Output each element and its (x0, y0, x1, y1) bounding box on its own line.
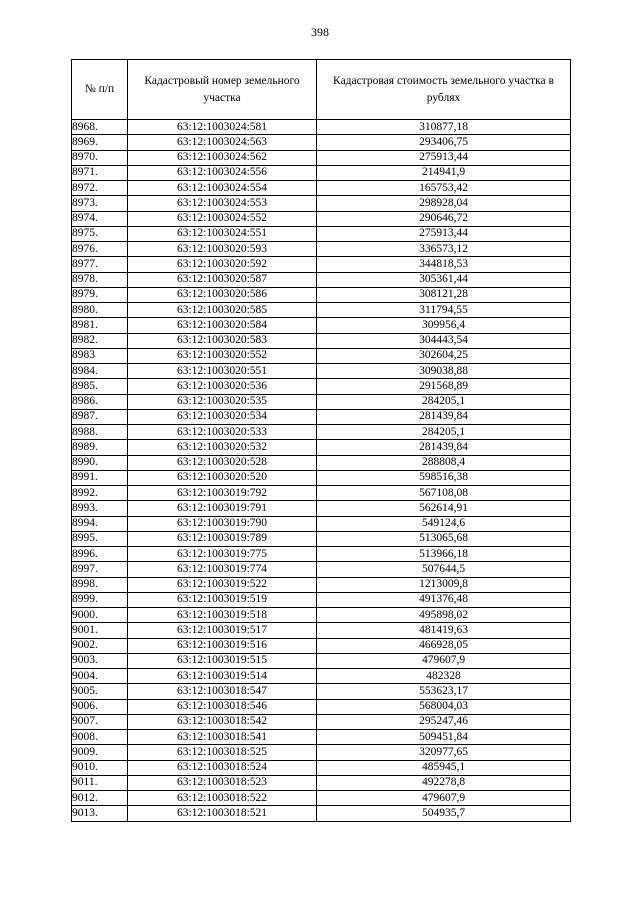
cadastral-number: 63:12:1003024:553 (128, 196, 317, 211)
table-row (72, 181, 571, 196)
row-number: 8976. (72, 242, 128, 257)
row-number: 8990. (72, 455, 128, 470)
cadastral-table (71, 59, 571, 822)
cadastral-number: 63:12:1003020:587 (128, 272, 317, 287)
row-number: 8980. (72, 303, 128, 318)
table-row (72, 379, 571, 394)
cadastral-number: 63:12:1003020:586 (128, 287, 317, 302)
row-number: 8974. (72, 211, 128, 226)
cadastral-value: 293406,75 (317, 135, 571, 150)
row-number: 8992. (72, 486, 128, 501)
cadastral-number: 63:12:1003020:532 (128, 440, 317, 455)
table-row (72, 516, 571, 531)
cadastral-value: 310877,18 (317, 120, 571, 135)
cadastral-value: 281439,84 (317, 409, 571, 424)
cadastral-value: 275913,44 (317, 150, 571, 165)
cadastral-number: 63:12:1003019:792 (128, 486, 317, 501)
cadastral-value: 491376,48 (317, 592, 571, 607)
table-row (72, 120, 571, 135)
cadastral-number: 63:12:1003020:583 (128, 333, 317, 348)
table-row (72, 806, 571, 821)
cadastral-value: 562614,91 (317, 501, 571, 516)
row-number: 9001. (72, 623, 128, 638)
cadastral-value: 568004,03 (317, 699, 571, 714)
row-number: 9010. (72, 760, 128, 775)
cadastral-value: 479607,9 (317, 791, 571, 806)
row-number: 8986. (72, 394, 128, 409)
cadastral-number: 63:12:1003024:563 (128, 135, 317, 150)
cadastral-value: 344818,53 (317, 257, 571, 272)
cadastral-number: 63:12:1003020:552 (128, 348, 317, 363)
cadastral-number: 63:12:1003019:791 (128, 501, 317, 516)
row-number: 8973. (72, 196, 128, 211)
header-row (72, 60, 571, 120)
row-number: 8971. (72, 165, 128, 180)
table-row (72, 318, 571, 333)
cadastral-number: 63:12:1003019:789 (128, 531, 317, 546)
cadastral-value: 304443,54 (317, 333, 571, 348)
row-number: 9000. (72, 608, 128, 623)
cadastral-number: 63:12:1003024:556 (128, 165, 317, 180)
cadastral-number: 63:12:1003018:524 (128, 760, 317, 775)
table-row (72, 135, 571, 150)
cadastral-number: 63:12:1003019:774 (128, 562, 317, 577)
table-row (72, 577, 571, 592)
cadastral-number: 63:12:1003018:541 (128, 730, 317, 745)
table-row (72, 608, 571, 623)
cadastral-number: 63:12:1003018:525 (128, 745, 317, 760)
table-row (72, 287, 571, 302)
table-row (72, 150, 571, 165)
table-row (72, 486, 571, 501)
header-cadastral-number: Кадастровый номер земельного участка (128, 60, 317, 120)
cadastral-value: 466928,05 (317, 638, 571, 653)
row-number: 9008. (72, 730, 128, 745)
row-number: 9009. (72, 745, 128, 760)
table-row (72, 364, 571, 379)
cadastral-number: 63:12:1003019:775 (128, 547, 317, 562)
row-number: 8998. (72, 577, 128, 592)
cadastral-number: 63:12:1003024:551 (128, 226, 317, 241)
cadastral-value: 495898,02 (317, 608, 571, 623)
cadastral-value: 507644,5 (317, 562, 571, 577)
table-row (72, 562, 571, 577)
row-number: 8972. (72, 181, 128, 196)
table-row (72, 303, 571, 318)
table-row (72, 257, 571, 272)
cadastral-number: 63:12:1003018:547 (128, 684, 317, 699)
row-number: 8987. (72, 409, 128, 424)
table-row (72, 775, 571, 790)
cadastral-value: 291568,89 (317, 379, 571, 394)
row-number: 8982. (72, 333, 128, 348)
cadastral-number: 63:12:1003019:516 (128, 638, 317, 653)
table-row (72, 653, 571, 668)
cadastral-number: 63:12:1003024:552 (128, 211, 317, 226)
page-number: 398 (311, 25, 329, 39)
cadastral-number: 63:12:1003019:515 (128, 653, 317, 668)
cadastral-value: 1213009,8 (317, 577, 571, 592)
cadastral-number: 63:12:1003018:546 (128, 699, 317, 714)
cadastral-value: 302604,25 (317, 348, 571, 363)
cadastral-number: 63:12:1003020:528 (128, 455, 317, 470)
cadastral-value: 336573,12 (317, 242, 571, 257)
cadastral-value: 275913,44 (317, 226, 571, 241)
table-row (72, 760, 571, 775)
cadastral-number: 63:12:1003018:542 (128, 714, 317, 729)
table-row (72, 470, 571, 485)
row-number: 8981. (72, 318, 128, 333)
cadastral-number: 63:12:1003018:521 (128, 806, 317, 821)
cadastral-number: 63:12:1003020:585 (128, 303, 317, 318)
table-row (72, 714, 571, 729)
cadastral-value: 513966,18 (317, 547, 571, 562)
table-row (72, 226, 571, 241)
row-number: 9007. (72, 714, 128, 729)
cadastral-value: 311794,55 (317, 303, 571, 318)
table-row (72, 745, 571, 760)
table-row (72, 440, 571, 455)
row-number: 9005. (72, 684, 128, 699)
row-number: 9013. (72, 806, 128, 821)
cadastral-value: 214941,9 (317, 165, 571, 180)
cadastral-value: 567108,08 (317, 486, 571, 501)
table-row (72, 623, 571, 638)
cadastral-number: 63:12:1003019:522 (128, 577, 317, 592)
cadastral-value: 481419,63 (317, 623, 571, 638)
table-row (72, 730, 571, 745)
table-row (72, 196, 571, 211)
row-number: 8994. (72, 516, 128, 531)
table-row (72, 455, 571, 470)
row-number: 8997. (72, 562, 128, 577)
cadastral-number: 63:12:1003018:523 (128, 775, 317, 790)
cadastral-number: 63:12:1003020:592 (128, 257, 317, 272)
table-row (72, 501, 571, 516)
table-row (72, 272, 571, 287)
cadastral-value: 281439,84 (317, 440, 571, 455)
header-cadastral-value: Кадастровая стоимость земельного участка в рублях (317, 60, 571, 120)
cadastral-number: 63:12:1003020:551 (128, 364, 317, 379)
table-row (72, 348, 571, 363)
table-row (72, 425, 571, 440)
cadastral-number: 63:12:1003020:584 (128, 318, 317, 333)
cadastral-value: 298928,04 (317, 196, 571, 211)
table-row (72, 791, 571, 806)
table-row (72, 699, 571, 714)
cadastral-number: 63:12:1003020:533 (128, 425, 317, 440)
cadastral-number: 63:12:1003024:581 (128, 120, 317, 135)
table-row (72, 394, 571, 409)
cadastral-number: 63:12:1003019:519 (128, 592, 317, 607)
row-number: 8984. (72, 364, 128, 379)
cadastral-value: 553623,17 (317, 684, 571, 699)
row-number: 8983 (72, 348, 128, 363)
cadastral-value: 284205,1 (317, 394, 571, 409)
cadastral-number: 63:12:1003024:562 (128, 150, 317, 165)
row-number: 8996. (72, 547, 128, 562)
cadastral-value: 320977,65 (317, 745, 571, 760)
cadastral-value: 305361,44 (317, 272, 571, 287)
cadastral-value: 513065,68 (317, 531, 571, 546)
row-number: 8969. (72, 135, 128, 150)
row-number: 8995. (72, 531, 128, 546)
table-header (72, 60, 571, 120)
row-number: 8970. (72, 150, 128, 165)
table-row (72, 165, 571, 180)
cadastral-value: 308121,28 (317, 287, 571, 302)
header-number: № п/п (72, 60, 128, 120)
row-number: 8993. (72, 501, 128, 516)
row-number: 9012. (72, 791, 128, 806)
cadastral-number: 63:12:1003024:554 (128, 181, 317, 196)
cadastral-value: 598516,38 (317, 470, 571, 485)
cadastral-number: 63:12:1003020:535 (128, 394, 317, 409)
cadastral-number: 63:12:1003018:522 (128, 791, 317, 806)
cadastral-value: 482328 (317, 669, 571, 684)
cadastral-value: 549124,6 (317, 516, 571, 531)
row-number: 8977. (72, 257, 128, 272)
cadastral-value: 485945,1 (317, 760, 571, 775)
row-number: 8989. (72, 440, 128, 455)
table-row (72, 531, 571, 546)
cadastral-number: 63:12:1003020:520 (128, 470, 317, 485)
cadastral-value: 165753,42 (317, 181, 571, 196)
row-number: 8991. (72, 470, 128, 485)
cadastral-value: 309038,88 (317, 364, 571, 379)
cadastral-value: 509451,84 (317, 730, 571, 745)
cadastral-value: 288808,4 (317, 455, 571, 470)
cadastral-value: 479607,9 (317, 653, 571, 668)
table-row (72, 669, 571, 684)
cadastral-value: 295247,46 (317, 714, 571, 729)
cadastral-value: 492278,8 (317, 775, 571, 790)
row-number: 9011. (72, 775, 128, 790)
cadastral-number: 63:12:1003019:514 (128, 669, 317, 684)
table-row (72, 547, 571, 562)
row-number: 9006. (72, 699, 128, 714)
row-number: 8978. (72, 272, 128, 287)
cadastral-number: 63:12:1003020:534 (128, 409, 317, 424)
row-number: 8988. (72, 425, 128, 440)
table-row (72, 638, 571, 653)
row-number: 9004. (72, 669, 128, 684)
cadastral-number: 63:12:1003020:593 (128, 242, 317, 257)
cadastral-value: 290646,72 (317, 211, 571, 226)
cadastral-number: 63:12:1003019:790 (128, 516, 317, 531)
cadastral-number: 63:12:1003019:518 (128, 608, 317, 623)
row-number: 9003. (72, 653, 128, 668)
table-row (72, 242, 571, 257)
row-number: 8975. (72, 226, 128, 241)
cadastral-number: 63:12:1003019:517 (128, 623, 317, 638)
table-row (72, 592, 571, 607)
row-number: 9002. (72, 638, 128, 653)
table-body (72, 120, 571, 822)
cadastral-value: 504935,7 (317, 806, 571, 821)
cadastral-value: 309956,4 (317, 318, 571, 333)
cadastral-number: 63:12:1003020:536 (128, 379, 317, 394)
row-number: 8999. (72, 592, 128, 607)
table-row (72, 409, 571, 424)
row-number: 8985. (72, 379, 128, 394)
table-row (72, 684, 571, 699)
row-number: 8968. (72, 120, 128, 135)
table-row (72, 333, 571, 348)
row-number: 8979. (72, 287, 128, 302)
cadastral-value: 284205,1 (317, 425, 571, 440)
table-row (72, 211, 571, 226)
